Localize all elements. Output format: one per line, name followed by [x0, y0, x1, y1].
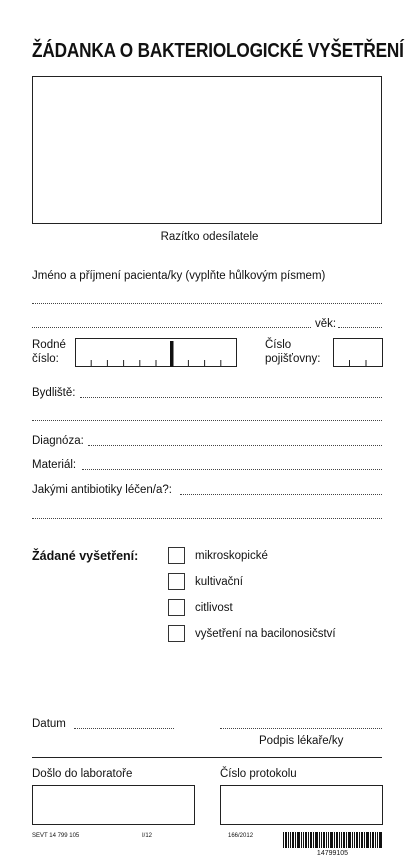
section-divider [32, 757, 382, 758]
arrived-label: Došlo do laboratoře [32, 768, 133, 780]
form-title: ŽÁDANKA O BAKTERIOLOGICKÉ VYŠETŘENÍ [32, 40, 404, 62]
insurance-field[interactable] [333, 338, 383, 367]
age-label: věk: [315, 318, 337, 330]
insurance-label-2: pojišťovny: [265, 353, 321, 365]
arrived-box[interactable] [32, 785, 195, 825]
exam-label-microscopic: mikroskopické [195, 550, 268, 562]
exam-label-sensitivity: citlivost [195, 602, 233, 614]
stamp-box [32, 76, 382, 224]
barcode-bars [283, 832, 382, 848]
antibiotics-label: Jakými antibiotiky léčen/a?: [32, 484, 172, 496]
date-field[interactable] [74, 728, 174, 729]
signature-field[interactable] [220, 728, 382, 729]
protocol-label: Číslo protokolu [220, 768, 297, 780]
patient-name-line-2[interactable] [32, 327, 311, 328]
date-label: Datum [32, 718, 66, 730]
insurance-boxes [333, 338, 383, 367]
exam-checkbox-microscopic[interactable] [168, 547, 185, 564]
residence-line-2[interactable] [32, 420, 382, 421]
exam-checkbox-sensitivity[interactable] [168, 599, 185, 616]
material-label: Materiál: [32, 459, 77, 471]
protocol-box[interactable] [220, 785, 383, 825]
birth-number-label-2: číslo: [32, 353, 59, 365]
exam-checkbox-carrier[interactable] [168, 625, 185, 642]
birth-number-label-1: Rodné [32, 339, 66, 351]
residence-label: Bydliště: [32, 387, 76, 399]
antibiotics-line-2[interactable] [32, 518, 382, 519]
footer-code: SEVT 14 799 105 [32, 833, 80, 839]
exam-label-carrier: vyšetření na bacilonosičství [195, 628, 336, 640]
patient-name-line-1[interactable] [32, 303, 382, 304]
signature-label: Podpis lékaře/ky [259, 735, 344, 747]
birth-number-field[interactable] [75, 338, 237, 367]
residence-line-1[interactable] [80, 397, 382, 398]
antibiotics-line-1[interactable] [180, 494, 382, 495]
age-field[interactable] [338, 327, 382, 328]
stamp-label: Razítko odesílatele [160, 231, 259, 243]
birth-number-boxes [75, 338, 237, 367]
patient-name-label: Jméno a příjmení pacienta/ky (vyplňte hůlkovým písmem) [32, 270, 326, 282]
insurance-label-1: Číslo [265, 339, 292, 351]
footer-number: 166/2012 [228, 833, 254, 839]
footer-page: I/12 [142, 833, 153, 839]
material-line[interactable] [82, 469, 382, 470]
exam-label-cultivation: kultivační [195, 576, 243, 588]
diagnosis-label: Diagnóza: [32, 435, 84, 447]
barcode [283, 832, 382, 848]
barcode-number: 14799105 [316, 850, 349, 857]
diagnosis-line[interactable] [88, 445, 382, 446]
exam-checkbox-cultivation[interactable] [168, 573, 185, 590]
requested-exams-label: Žádané vyšetření: [32, 549, 139, 563]
